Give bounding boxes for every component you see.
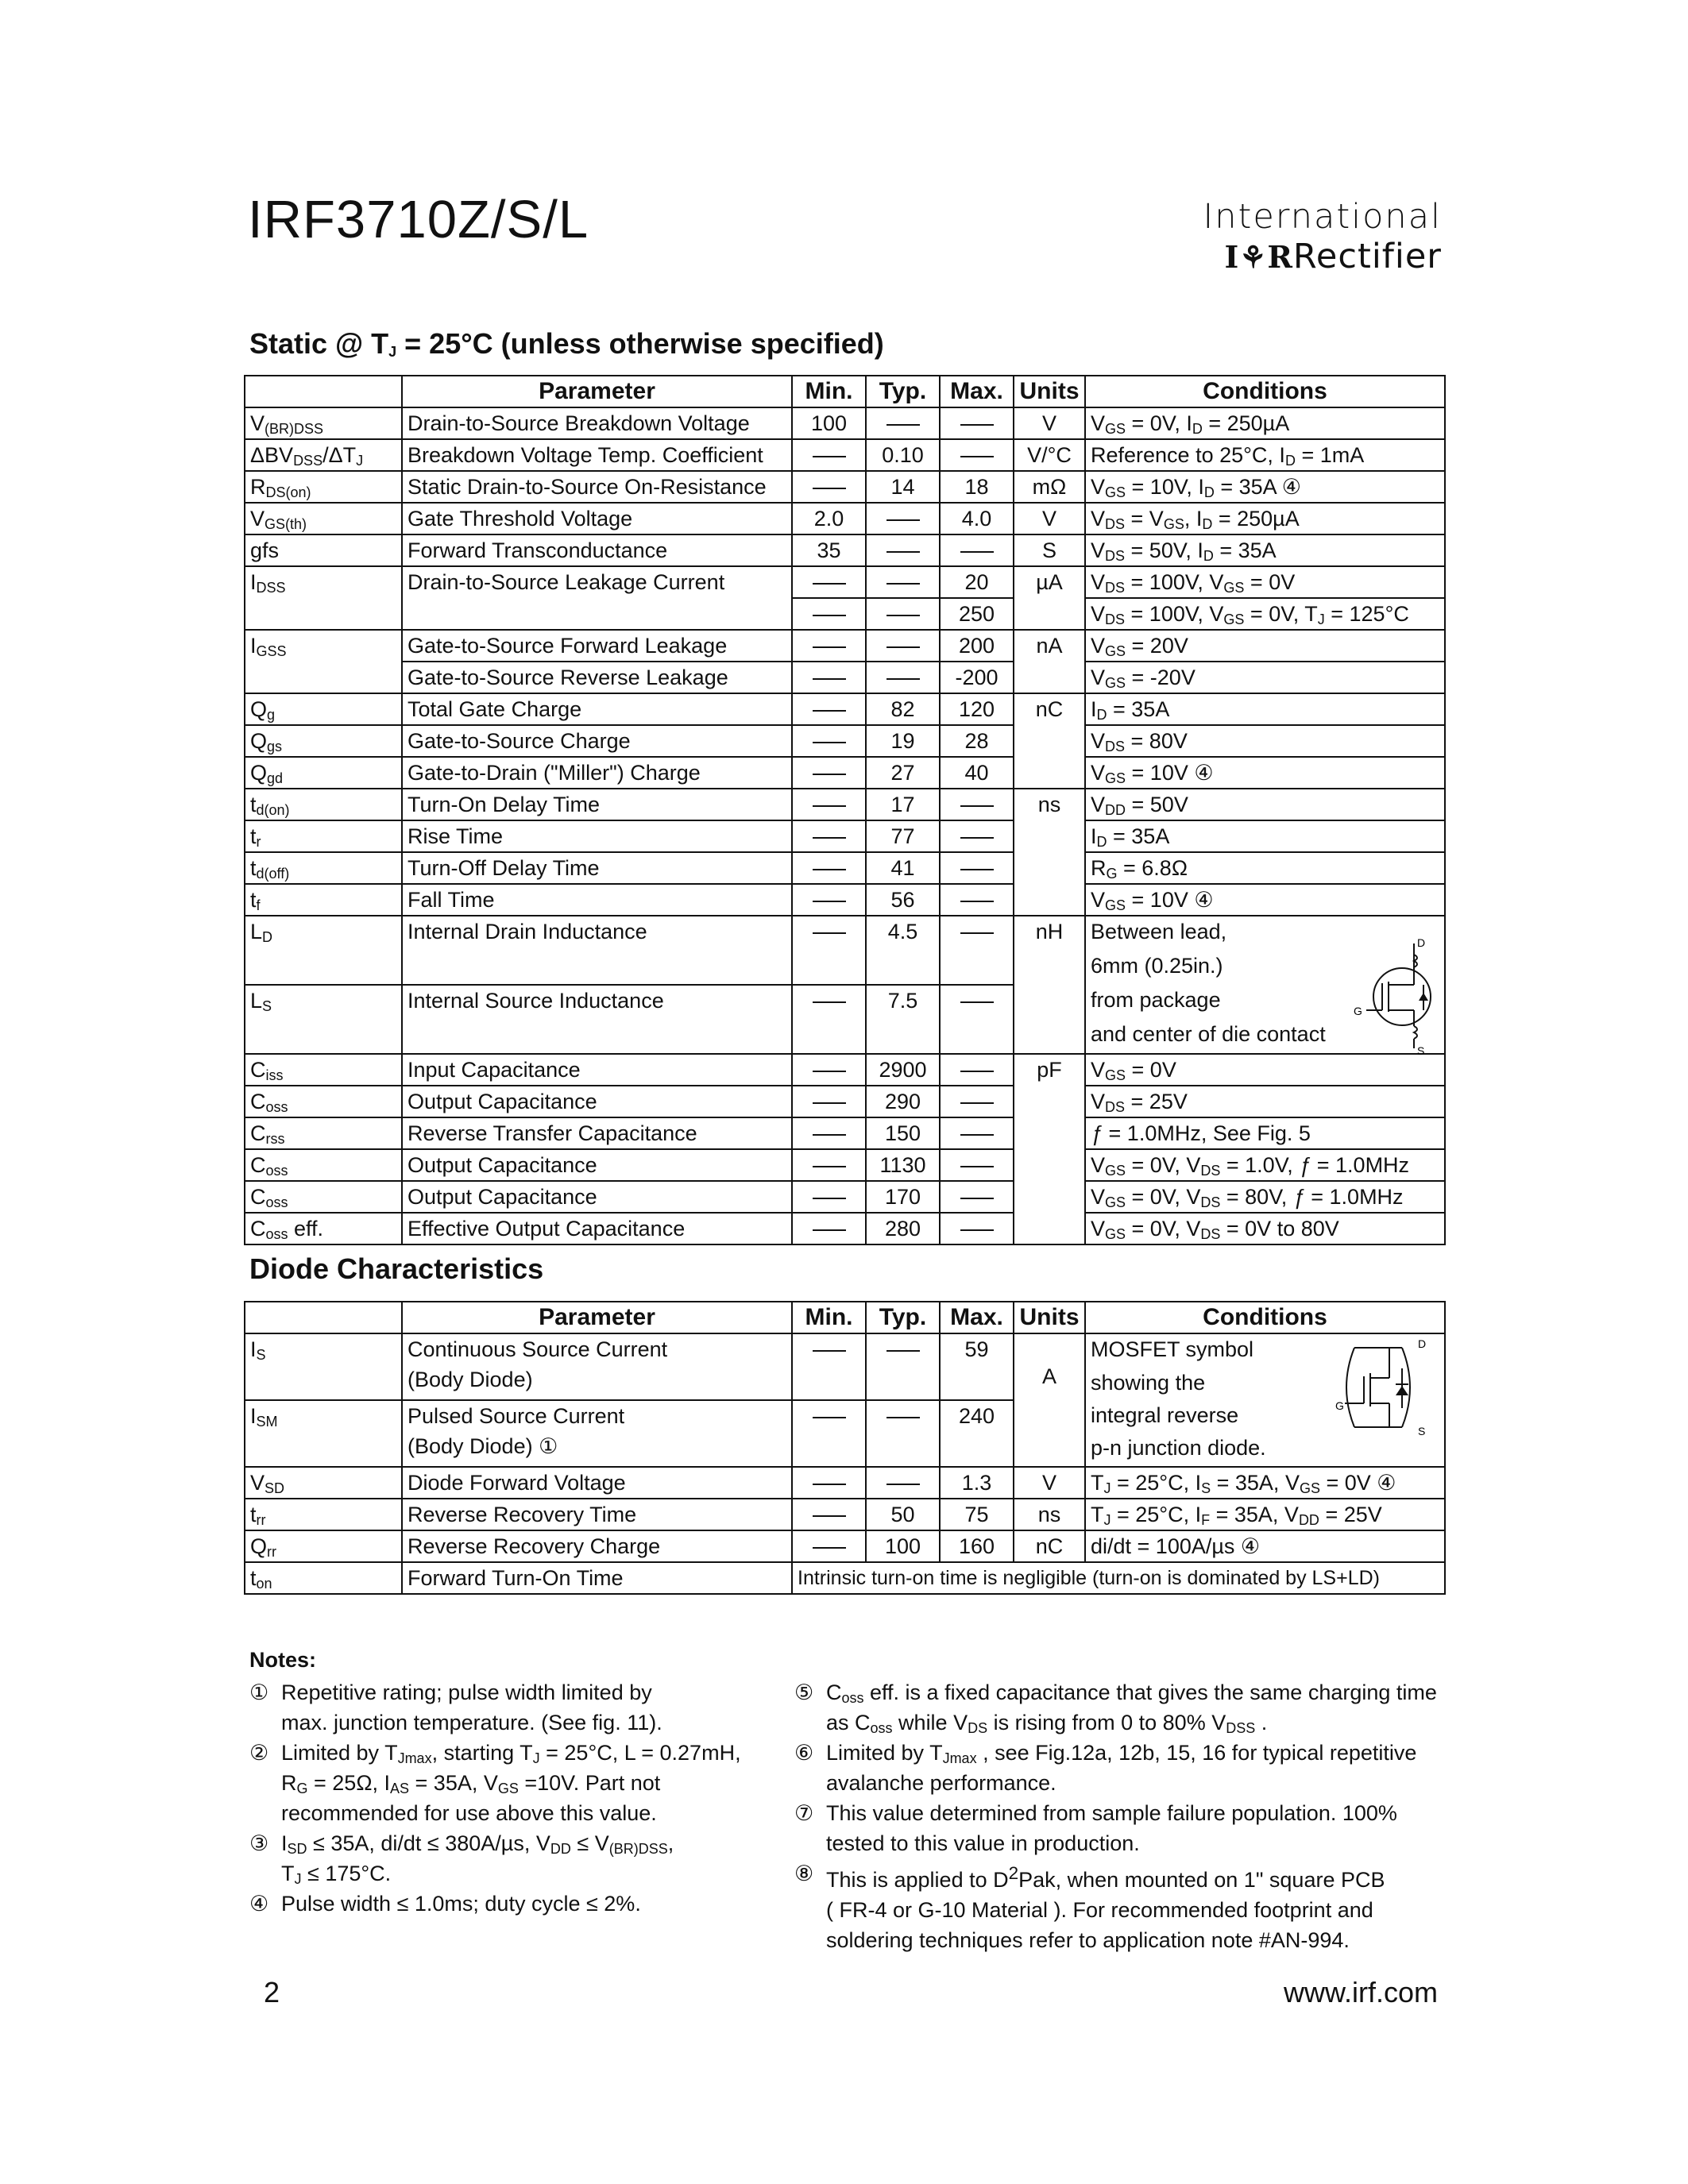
symbol-cell: $Q_{gs}$ [245, 725, 402, 757]
svg-text:D: D [1418, 1337, 1427, 1350]
parameter-cell: Input Capacitance [402, 1054, 792, 1086]
typ-cell: 82 [866, 693, 940, 725]
typ-cell [866, 534, 940, 566]
table-row [245, 1086, 1445, 1117]
min-cell [792, 439, 866, 471]
units-cell: ns [1014, 1499, 1085, 1530]
max-cell [940, 916, 1014, 985]
symbol-cell: $V_{(BR)DSS}$ [245, 407, 402, 439]
symbol-cell: $t_{d(off)}$ [245, 852, 402, 884]
parameter-cell: Effective Output Capacitance [402, 1213, 792, 1244]
min-cell [792, 566, 866, 598]
static-section-title: Static @ $T_J = 25^\circ C$ (unless otherwise specified) [249, 327, 884, 360]
conditions-cell: ƒ = 1.0MHz, See Fig. 5 [1085, 1117, 1445, 1149]
typ-cell: 0.10 [866, 439, 940, 471]
parameter-cell: Reverse Recovery Time [402, 1499, 792, 1530]
parameter-cell: Gate-to-Source Reverse Leakage [402, 662, 792, 693]
parameter-cell: Pulsed Source Current (Body Diode) ① [402, 1400, 792, 1467]
conditions-cell: Reference to 25°C, $I_D = 1mA$ [1085, 439, 1445, 471]
symbol-cell: $C_{oss}$ [245, 1149, 402, 1181]
table-row [245, 598, 1445, 630]
note-item: ⑧ This is applied to $D^2Pak$, when mounted on 1" square PCB ( FR-4 or G-10 Material ). For recommended footprint and soldering techniques refer to application note #AN-994. [794, 1862, 1385, 1952]
typ-cell: 4.5 [866, 916, 940, 985]
units-cell: mΩ [1014, 471, 1085, 503]
notes-right-column [794, 1677, 1446, 1955]
footer-url: www.irf.com [1283, 1976, 1438, 2008]
max-cell: 18 [940, 471, 1014, 503]
min-cell [792, 1149, 866, 1181]
mosfet-diode-symbol-icon [1323, 1337, 1434, 1440]
min-cell [792, 1086, 866, 1117]
conditions-cell: $V_{DS} = V_{GS}$, $I_D = 250\mu A$ [1085, 503, 1445, 534]
min-cell [792, 820, 866, 852]
conditions-cell: $I_D = 35A$ [1085, 820, 1445, 852]
note-item: ② Limited by $T_{Jmax}$, starting $T_J = 25^\circ C$, L = 0.27mH, $R_G = 25\Omega$, $I_{AS} = 35A$, $V_{GS} =10V$. Part not recommended for use above this value. [249, 1741, 741, 1825]
min-cell [792, 1467, 866, 1499]
units-cell: A [1014, 1333, 1085, 1467]
units-cell: V [1014, 503, 1085, 534]
svg-text:D: D [1417, 937, 1426, 949]
note-item: ⑦ This value determined from sample failure population. 100% tested to this value in production. [794, 1801, 1397, 1855]
max-cell: -200 [940, 662, 1014, 693]
table-row [245, 662, 1445, 693]
max-cell: 250 [940, 598, 1014, 630]
typ-cell [866, 630, 940, 662]
typ-cell: 2900 [866, 1054, 940, 1086]
min-cell [792, 662, 866, 693]
units-cell: V [1014, 1467, 1085, 1499]
table-row [245, 1530, 1445, 1562]
table-row [245, 1181, 1445, 1213]
max-cell: 28 [940, 725, 1014, 757]
table-row [245, 1333, 1445, 1400]
min-cell [792, 1181, 866, 1213]
max-cell [940, 1181, 1014, 1213]
max-cell [940, 789, 1014, 820]
typ-cell [866, 503, 940, 534]
symbol-cell: $I_{DSS}$ [245, 566, 402, 598]
typ-cell: 1130 [866, 1149, 940, 1181]
conditions-cell: $V_{DS} = 50V$, $I_D = 35A$ [1085, 534, 1445, 566]
max-cell [940, 1054, 1014, 1086]
conditions-cell: MOSFET symbol showing the integral reverse p-n junction diode. [1085, 1333, 1445, 1467]
table-row [245, 693, 1445, 725]
min-cell [792, 693, 866, 725]
typ-cell: 19 [866, 725, 940, 757]
typ-cell [866, 1400, 940, 1467]
conditions-cell: Intrinsic turn-on time is negligible (turn-on is dominated by LS+LD) [792, 1562, 1445, 1594]
typ-cell: 41 [866, 852, 940, 884]
symbol-cell: $t_{on}$ [245, 1562, 402, 1594]
parameter-cell: Forward Turn-On Time [402, 1562, 792, 1594]
svg-text:S: S [1417, 1044, 1425, 1056]
conditions-cell: $V_{GS} = 0V$, $V_{DS} = 80V$, ƒ = 1.0MHz [1085, 1181, 1445, 1213]
conditions-cell: $V_{GS} = 0V$, $V_{DS} = 0V$ to 80V [1085, 1213, 1445, 1244]
ior-logo-icon: I⚘R [1224, 239, 1293, 275]
table-row [245, 1467, 1445, 1499]
table-header-row: Parameter Min. Typ. Max. Units Conditions [245, 376, 1445, 407]
min-cell [792, 757, 866, 789]
typ-cell: 7.5 [866, 985, 940, 1054]
conditions-cell: $V_{GS} = 10V$ ④ [1085, 757, 1445, 789]
parameter-cell: Static Drain-to-Source On-Resistance [402, 471, 792, 503]
min-cell [792, 1333, 866, 1400]
parameter-cell: Reverse Transfer Capacitance [402, 1117, 792, 1149]
table-header-row: Parameter Min. Typ. Max. Units Conditions [245, 1302, 1445, 1333]
symbol-cell: $C_{oss}$ [245, 1086, 402, 1117]
units-cell: V [1014, 407, 1085, 439]
max-cell: 200 [940, 630, 1014, 662]
max-cell: 59 [940, 1333, 1014, 1400]
symbol-cell: $Q_{rr}$ [245, 1530, 402, 1562]
symbol-cell: $Q_g$ [245, 693, 402, 725]
parameter-cell: Gate-to-Drain ("Miller") Charge [402, 757, 792, 789]
max-cell: 40 [940, 757, 1014, 789]
conditions-cell: $T_J = 25^\circ C$, $I_F = 35A$, $V_{DD} = 25V$ [1085, 1499, 1445, 1530]
parameter-cell: Internal Source Inductance [402, 985, 792, 1054]
symbol-cell: $t_f$ [245, 884, 402, 916]
table-row [245, 471, 1445, 503]
symbol-cell: $\Delta BV_{DSS}/\Delta T_J$ [245, 439, 402, 471]
conditions-cell: $V_{GS} = 10V$, $I_D = 35A$ ④ [1085, 471, 1445, 503]
table-row [245, 503, 1445, 534]
symbol-cell: $L_D$ [245, 916, 402, 985]
svg-text:G: G [1335, 1399, 1344, 1412]
max-cell [940, 1086, 1014, 1117]
conditions-cell: $V_{DS} = 100V$, $V_{GS} = 0V$, $T_J = 125^\circ C$ [1085, 598, 1445, 630]
typ-cell [866, 1467, 940, 1499]
parameter-cell: Turn-Off Delay Time [402, 852, 792, 884]
min-cell [792, 471, 866, 503]
symbol-cell [245, 598, 402, 630]
table-row [245, 566, 1445, 598]
parameter-cell: Breakdown Voltage Temp. Coefficient [402, 439, 792, 471]
conditions-cell: $T_J = 25^\circ C$, $I_S = 35A$, $V_{GS} = 0V$ ④ [1085, 1467, 1445, 1499]
brand-logo [1203, 197, 1442, 276]
table-row [245, 884, 1445, 916]
symbol-cell: $V_{GS(th)}$ [245, 503, 402, 534]
conditions-cell: $V_{GS} = 0V$, $I_D = 250\mu A$ [1085, 407, 1445, 439]
parameter-cell: Rise Time [402, 820, 792, 852]
conditions-cell: $V_{DS} = 100V$, $V_{GS} = 0V$ [1085, 566, 1445, 598]
table-row [245, 1499, 1445, 1530]
min-cell [792, 852, 866, 884]
typ-cell: 50 [866, 1499, 940, 1530]
parameter-cell: Reverse Recovery Charge [402, 1530, 792, 1562]
min-cell [792, 985, 866, 1054]
diode-section-title: Diode Characteristics [249, 1252, 544, 1285]
parameter-cell: Internal Drain Inductance [402, 916, 792, 985]
min-cell [792, 1530, 866, 1562]
symbol-cell: $I_{SM}$ [245, 1400, 402, 1467]
units-cell: nC [1014, 693, 1085, 789]
parameter-cell: Drain-to-Source Breakdown Voltage [402, 407, 792, 439]
symbol-cell: $t_r$ [245, 820, 402, 852]
max-cell [940, 1213, 1014, 1244]
conditions-cell: $V_{DD} = 50V$ [1085, 789, 1445, 820]
table-row [245, 1117, 1445, 1149]
units-cell [1014, 598, 1085, 630]
units-cell: S [1014, 534, 1085, 566]
min-cell [792, 1117, 866, 1149]
symbol-cell: $V_{SD}$ [245, 1467, 402, 1499]
table-row [245, 1213, 1445, 1244]
table-row [245, 407, 1445, 439]
parameter-cell: Diode Forward Voltage [402, 1467, 792, 1499]
max-cell [940, 439, 1014, 471]
parameter-cell: Gate-to-Source Charge [402, 725, 792, 757]
symbol-cell: $C_{iss}$ [245, 1054, 402, 1086]
note-item: ① Repetitive rating; pulse width limited by max. junction temperature. (See fig. 11). [249, 1680, 662, 1734]
page-title: IRF3710Z/S/L [248, 190, 589, 249]
table-row [245, 1562, 1445, 1594]
min-cell [792, 789, 866, 820]
parameter-cell: Gate Threshold Voltage [402, 503, 792, 534]
min-cell [792, 1054, 866, 1086]
max-cell [940, 1117, 1014, 1149]
symbol-cell [245, 662, 402, 693]
min-cell: 35 [792, 534, 866, 566]
min-cell [792, 725, 866, 757]
symbol-cell: $L_S$ [245, 985, 402, 1054]
notes-left-column [249, 1677, 790, 1919]
parameter-cell: Output Capacitance [402, 1086, 792, 1117]
table-row [245, 1149, 1445, 1181]
parameter-cell: Continuous Source Current (Body Diode) [402, 1333, 792, 1400]
table-row [245, 916, 1445, 985]
min-cell [792, 1400, 866, 1467]
table-row [245, 439, 1445, 471]
svg-text:S: S [1418, 1425, 1426, 1437]
table-row [245, 725, 1445, 757]
typ-cell: 27 [866, 757, 940, 789]
max-cell: 20 [940, 566, 1014, 598]
table-row [245, 789, 1445, 820]
max-cell [940, 1149, 1014, 1181]
mosfet-symbol-icon [1350, 937, 1438, 1056]
parameter-cell: Output Capacitance [402, 1181, 792, 1213]
table-row [245, 534, 1445, 566]
typ-cell [866, 566, 940, 598]
max-cell [940, 852, 1014, 884]
symbol-cell: $t_{rr}$ [245, 1499, 402, 1530]
min-cell [792, 884, 866, 916]
min-cell [792, 598, 866, 630]
typ-cell: 290 [866, 1086, 940, 1117]
parameter-cell: Gate-to-Source Forward Leakage [402, 630, 792, 662]
conditions-cell: Between lead, 6mm (0.25in.) from package and center of die contact [1085, 916, 1445, 1054]
parameter-cell [402, 598, 792, 630]
diode-characteristics-table [244, 1301, 1446, 1595]
note-item: ③ $I_{SD} \le 35A$, di/dt ≤ 380A/µs, $V_{DD} \le V_{(BR)DSS}$, $T_J \le 175^\circ C$. [249, 1831, 674, 1887]
units-cell: nH [1014, 916, 1085, 1054]
table-row [245, 757, 1445, 789]
parameter-cell: Fall Time [402, 884, 792, 916]
symbol-cell: $t_{d(on)}$ [245, 789, 402, 820]
conditions-cell: $R_G = 6.8\Omega$ [1085, 852, 1445, 884]
max-cell: 120 [940, 693, 1014, 725]
max-cell: 1.3 [940, 1467, 1014, 1499]
table-row [245, 630, 1445, 662]
conditions-cell: $V_{GS} = 0V$ [1085, 1054, 1445, 1086]
symbol-cell: $I_{GSS}$ [245, 630, 402, 662]
max-cell [940, 534, 1014, 566]
min-cell [792, 916, 866, 985]
page-number: 2 [264, 1976, 280, 2008]
symbol-cell: gfs [245, 534, 402, 566]
symbol-cell: $R_{DS(on)}$ [245, 471, 402, 503]
note-item: ⑥ Limited by $T_{Jmax}$ , see Fig.12a, 12b, 15, 16 for typical repetitive avalanche performance. [794, 1741, 1417, 1795]
units-cell: ns [1014, 789, 1085, 916]
symbol-cell: $C_{oss}$ [245, 1181, 402, 1213]
typ-cell: 100 [866, 1530, 940, 1562]
units-cell: nC [1014, 1530, 1085, 1562]
max-cell: 4.0 [940, 503, 1014, 534]
units-cell [1014, 662, 1085, 693]
conditions-cell: $V_{GS} = -20V$ [1085, 662, 1445, 693]
symbol-cell: $Q_{gd}$ [245, 757, 402, 789]
max-cell: 75 [940, 1499, 1014, 1530]
typ-cell: 14 [866, 471, 940, 503]
conditions-cell: $V_{GS} = 20V$ [1085, 630, 1445, 662]
note-item: ⑤ $C_{oss}$ eff. is a fixed capacitance that gives the same charging time as $C_{oss}$ while $V_{DS}$ is rising from 0 to 80% $V_{DSS}$ . [794, 1680, 1437, 1736]
min-cell [792, 1499, 866, 1530]
parameter-cell: Output Capacitance [402, 1149, 792, 1181]
min-cell [792, 630, 866, 662]
conditions-cell: $V_{GS} = 10V$ ④ [1085, 884, 1445, 916]
min-cell: 2.0 [792, 503, 866, 534]
units-cell: pF [1014, 1054, 1085, 1244]
conditions-cell: $I_D = 35A$ [1085, 693, 1445, 725]
notes-heading: Notes: [249, 1648, 317, 1672]
parameter-cell: Total Gate Charge [402, 693, 792, 725]
max-cell [940, 820, 1014, 852]
max-cell [940, 407, 1014, 439]
conditions-cell: $V_{DS} = 25V$ [1085, 1086, 1445, 1117]
units-cell: nA [1014, 630, 1085, 662]
units-cell: µA [1014, 566, 1085, 598]
symbol-cell: $C_{rss}$ [245, 1117, 402, 1149]
typ-cell: 280 [866, 1213, 940, 1244]
symbol-cell: $I_S$ [245, 1333, 402, 1400]
conditions-cell: $V_{DS} = 80V$ [1085, 725, 1445, 757]
max-cell: 240 [940, 1400, 1014, 1467]
typ-cell: 56 [866, 884, 940, 916]
brand-name-line2: Rectifier [1292, 237, 1442, 276]
table-row [245, 1054, 1445, 1086]
max-cell: 160 [940, 1530, 1014, 1562]
typ-cell: 150 [866, 1117, 940, 1149]
typ-cell [866, 598, 940, 630]
brand-name-line1: International [1203, 197, 1442, 237]
parameter-cell: Turn-On Delay Time [402, 789, 792, 820]
static-characteristics-table [244, 375, 1446, 1245]
typ-cell: 17 [866, 789, 940, 820]
symbol-cell: $C_{oss}$ eff. [245, 1213, 402, 1244]
min-cell [792, 1213, 866, 1244]
typ-cell: 77 [866, 820, 940, 852]
parameter-cell: Drain-to-Source Leakage Current [402, 566, 792, 598]
typ-cell [866, 407, 940, 439]
conditions-cell: $V_{GS} = 0V$, $V_{DS} = 1.0V$, ƒ = 1.0MHz [1085, 1149, 1445, 1181]
max-cell [940, 884, 1014, 916]
min-cell: 100 [792, 407, 866, 439]
table-row [245, 852, 1445, 884]
typ-cell [866, 1333, 940, 1400]
typ-cell [866, 662, 940, 693]
svg-text:G: G [1354, 1005, 1362, 1017]
max-cell [940, 985, 1014, 1054]
parameter-cell: Forward Transconductance [402, 534, 792, 566]
typ-cell: 170 [866, 1181, 940, 1213]
table-row [245, 820, 1445, 852]
note-item: ④ Pulse width ≤ 1.0ms; duty cycle ≤ 2%. [249, 1892, 641, 1916]
conditions-cell: di/dt = 100A/µs ④ [1085, 1530, 1445, 1562]
units-cell: V/°C [1014, 439, 1085, 471]
